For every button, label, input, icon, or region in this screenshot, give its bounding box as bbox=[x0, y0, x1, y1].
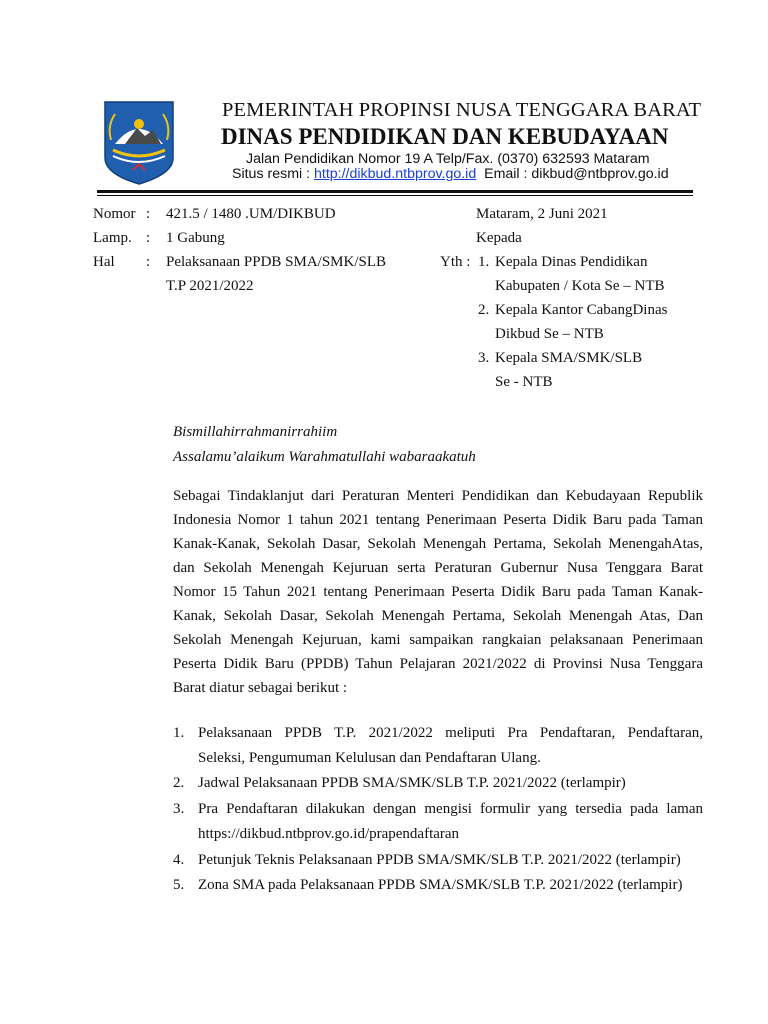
nomor-value: 421.5 / 1480 .UM/DIKBUD bbox=[166, 206, 336, 222]
recipient-line: Kepala Kantor CabangDinas bbox=[495, 302, 668, 318]
list-item: Zona SMA pada Pelaksanaan PPDB SMA/SMK/SLB T.P. 2021/2022 (terlampir) bbox=[198, 877, 683, 893]
list-number: 4. bbox=[173, 852, 185, 868]
recipient-line: Se - NTB bbox=[495, 374, 553, 390]
contact-line bbox=[232, 166, 669, 182]
hal-value: Pelaksanaan PPDB SMA/SMK/SLB bbox=[166, 254, 387, 270]
colon: : bbox=[146, 254, 151, 270]
list-number: 1. bbox=[173, 725, 185, 741]
header-divider-thin bbox=[97, 195, 693, 196]
recipient-line: Kepala SMA/SMK/SLB bbox=[495, 350, 643, 366]
recipient-line: Kepala Dinas Pendidikan bbox=[495, 254, 648, 270]
recipient-line: Dikbud Se – NTB bbox=[495, 326, 604, 342]
government-heading: PEMERINTAH PROPINSI NUSA TENGGARA BARAT bbox=[222, 99, 702, 121]
greeting-salam: Assalamu’alaikum Warahmatullahi wabaraakatuh bbox=[173, 449, 476, 465]
hal-label: Hal bbox=[93, 254, 115, 270]
site-label: Situs resmi : bbox=[232, 166, 314, 182]
recipient-number: 3. bbox=[478, 350, 490, 366]
list-item: Petunjuk Teknis Pelaksanaan PPDB SMA/SMK/SLB T.P. 2021/2022 (terlampir) bbox=[198, 852, 681, 868]
body-paragraph: Sebagai Tindaklanjut dari Peraturan Menteri Pendidikan dan Kebudayaan Republik Indonesia Nomor 1 tahun 2021 tentang Penerimaan Peserta Didik Baru pada Taman Kanak-Kanak, Sekolah Dasar, Sekolah Menengah Pertama, Sekolah MenengahAtas, dan Sekolah Menengah Kejuruan serta Peraturan Gubernur Nusa Tenggara Barat Nomor 15 Tahun 2021 tentang Penerimaan Peserta Didik Baru pada Taman Kanak-Kanak, Sekolah Dasar, Sekolah Menengah Pertama, Sekolah Menengah Atas, Dan Sekolah Menengah Kejuruan, kami sampaikan rangkaian pelaksanaan Penerimaan Peserta Didik Baru (PPDB) Tahun Pelajaran 2021/2022 di Provinsi Nusa Tenggara Barat diatur sebagai berikut : bbox=[173, 488, 703, 696]
ntb-emblem-logo bbox=[103, 100, 175, 186]
hal-value-cont: T.P 2021/2022 bbox=[166, 278, 254, 294]
header-divider-thick bbox=[97, 190, 693, 193]
yth-label: Yth : bbox=[440, 254, 471, 270]
email-text: Email : dikbud@ntbprov.go.id bbox=[484, 166, 669, 182]
colon: : bbox=[146, 230, 151, 246]
department-heading: DINAS PENDIDIKAN DAN KEBUDAYAAN bbox=[221, 124, 669, 149]
list-item: Pelaksanaan PPDB T.P. 2021/2022 meliputi Pra Pendaftaran, Pendaftaran, bbox=[198, 725, 703, 741]
list-number: 5. bbox=[173, 877, 185, 893]
list-item: Jadwal Pelaksanaan PPDB SMA/SMK/SLB T.P. 2021/2022 (terlampir) bbox=[198, 775, 626, 791]
website-link[interactable]: http://dikbud.ntbprov.go.id bbox=[314, 166, 477, 182]
kepada-label: Kepada bbox=[476, 230, 522, 246]
list-item: Pra Pendaftaran dilakukan dengan mengisi formulir yang tersedia pada laman bbox=[198, 801, 703, 817]
recipient-number: 1. bbox=[478, 254, 490, 270]
office-address: Jalan Pendidikan Nomor 19 A Telp/Fax. (0370) 632593 Mataram bbox=[246, 151, 650, 167]
list-number: 3. bbox=[173, 801, 185, 817]
colon: : bbox=[146, 206, 151, 222]
place-date: Mataram, 2 Juni 2021 bbox=[476, 206, 608, 222]
lamp-label: Lamp. bbox=[93, 230, 132, 246]
recipient-number: 2. bbox=[478, 302, 490, 318]
nomor-label: Nomor bbox=[93, 206, 136, 222]
prapendaftaran-url: https://dikbud.ntbprov.go.id/prapendaftaran bbox=[198, 826, 460, 842]
lamp-value: 1 Gabung bbox=[166, 230, 225, 246]
greeting-bismillah: Bismillahirrahmanirrahiim bbox=[173, 424, 338, 440]
recipient-line: Kabupaten / Kota Se – NTB bbox=[495, 278, 665, 294]
list-number: 2. bbox=[173, 775, 185, 791]
list-item-cont: Seleksi, Pengumuman Kelulusan dan Pendaftaran Ulang. bbox=[198, 750, 541, 766]
